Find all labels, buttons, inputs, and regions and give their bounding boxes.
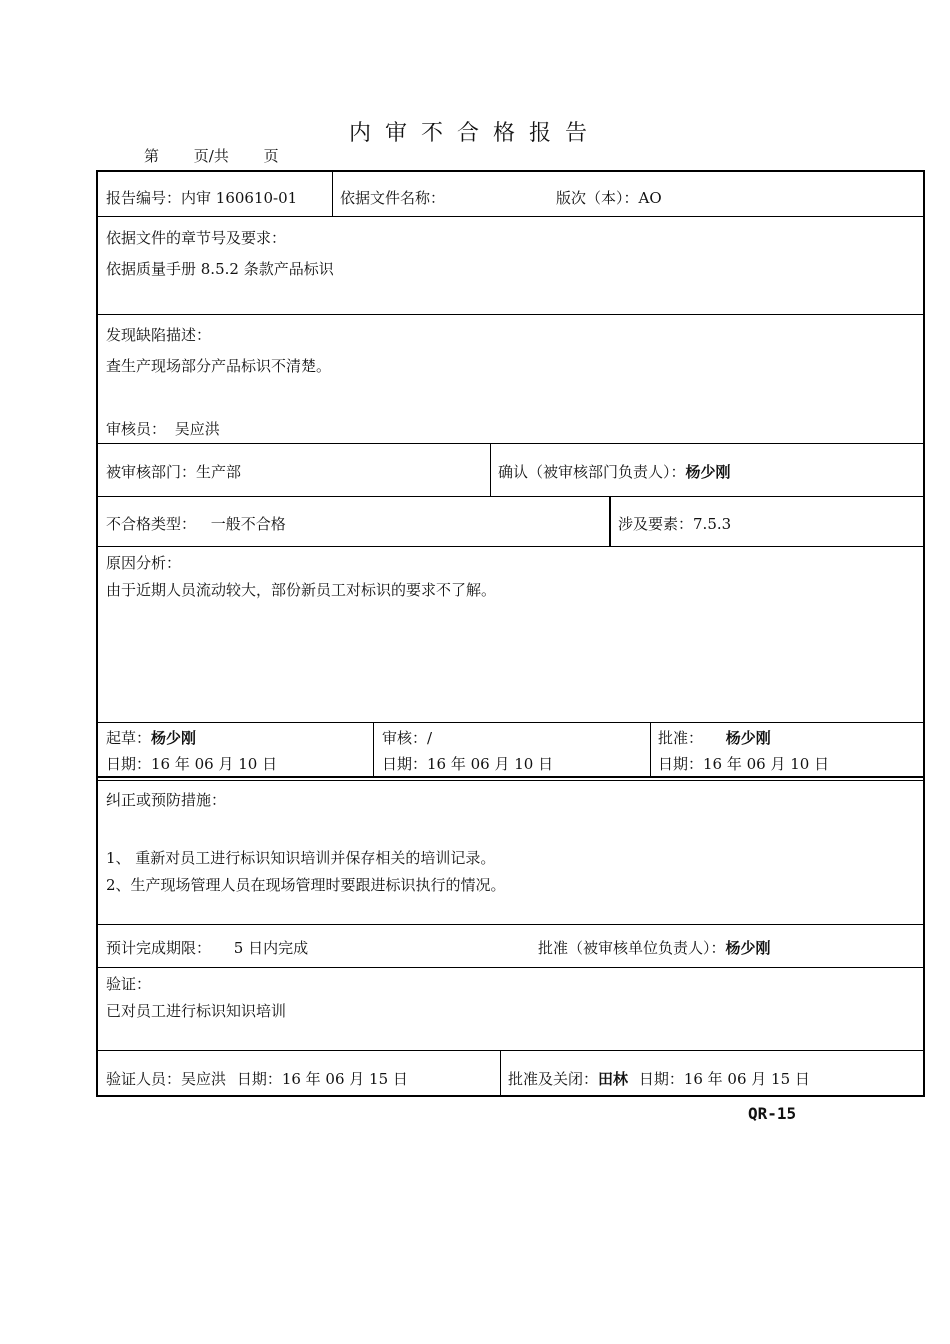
unit-approve-name: 杨少刚	[725, 939, 771, 957]
verify-text: 已对员工进行标识知识培训	[106, 1002, 287, 1020]
finding-label: 发现缺陷描述：	[106, 326, 212, 344]
element-label: 涉及要素：	[618, 515, 694, 533]
confirm-name: 杨少刚	[685, 463, 731, 481]
close-field	[508, 1069, 810, 1089]
verify-label: 验证：	[106, 975, 152, 993]
report-number-value: 160610-01	[215, 189, 298, 207]
divider	[98, 924, 923, 925]
version-label: 版次（本）：	[556, 189, 639, 207]
approve-date: 日期：16 年 06 月 10 日	[658, 755, 830, 773]
deadline-label: 预计完成期限：	[106, 939, 212, 957]
document-name-label: 依据文件名称：	[340, 189, 446, 207]
divider	[490, 443, 491, 496]
divider	[373, 722, 374, 776]
auditor-field	[106, 419, 220, 439]
review-label: 审核：/	[382, 729, 433, 747]
element-field	[618, 514, 731, 534]
measure-item-2: 2、生产现场管理人员在现场管理时要跟进标识执行的情况。	[106, 876, 506, 894]
approve-name: 杨少刚	[725, 729, 771, 747]
unit-approve-field	[538, 938, 771, 958]
nonconformity-type-field	[106, 514, 286, 534]
divider-double	[98, 776, 923, 778]
measures-label: 纠正或预防措施：	[106, 791, 227, 809]
report-number-field	[106, 188, 297, 208]
element-value: 7.5.3	[693, 515, 732, 533]
divider	[98, 496, 923, 497]
divider	[98, 546, 923, 547]
confirm-label: 确认（被审核部门负责人）：	[498, 463, 686, 481]
report-number-label: 报告编号：内审	[106, 189, 212, 207]
confirm-field	[498, 462, 731, 482]
cause-text: 由于近期人员流动较大，部份新员工对标识的要求不了解。	[106, 581, 497, 599]
nonconformity-type-value: 一般不合格	[210, 515, 286, 533]
version-field	[556, 188, 662, 208]
divider	[332, 172, 333, 216]
version-value: AO	[638, 189, 662, 207]
draft-date: 日期：16 年 06 月 10 日	[106, 755, 278, 773]
cause-label: 原因分析：	[106, 554, 182, 572]
deadline-field	[106, 938, 308, 958]
verifier-label: 验证人员：	[106, 1070, 182, 1088]
deadline-value: 5 日内完成	[233, 939, 309, 957]
form-code: QR-15	[748, 1104, 797, 1123]
divider-double	[98, 780, 923, 781]
divider	[609, 496, 611, 546]
draft-label: 起草：	[106, 729, 152, 747]
department-label: 被审核部门：	[106, 463, 197, 481]
approve-label: 批准：	[658, 729, 704, 747]
close-label: 批准及关闭：	[508, 1070, 599, 1088]
divider	[98, 1050, 923, 1051]
divider	[98, 216, 923, 217]
unit-approve-label: 批准（被审核单位负责人）：	[538, 939, 726, 957]
verifier-name: 吴应洪	[181, 1070, 227, 1088]
verifier-date: 日期：16 年 06 月 15 日	[236, 1070, 408, 1088]
report-title: 内审不合格报告	[348, 121, 601, 146]
close-name: 田林	[598, 1070, 629, 1088]
department-value: 生产部	[196, 463, 242, 481]
divider	[98, 443, 923, 444]
approve-field	[658, 728, 771, 748]
divider	[98, 314, 923, 315]
basis-label: 依据文件的章节号及要求：	[106, 229, 287, 247]
measure-item-1: 1、 重新对员工进行标识知识培训并保存相关的培训记录。	[106, 849, 496, 867]
finding-text: 查生产现场部分产品标识不清楚。	[106, 357, 332, 375]
draft-name: 杨少刚	[151, 729, 197, 747]
verifier-field	[106, 1069, 408, 1089]
divider	[98, 967, 923, 968]
draft-field	[106, 728, 196, 748]
divider	[500, 1050, 501, 1097]
review-date: 日期：16 年 06 月 10 日	[382, 755, 554, 773]
auditor-label: 审核员：	[106, 420, 167, 438]
auditor-name: 吴应洪	[174, 420, 220, 438]
department-field	[106, 462, 241, 482]
pages-label: 页	[263, 147, 279, 165]
divider	[650, 722, 651, 776]
page-info	[144, 145, 287, 166]
close-date: 日期：16 年 06 月 15 日	[638, 1070, 810, 1088]
page-of-label: 页/共	[193, 147, 229, 165]
report-form	[96, 170, 925, 1097]
divider	[98, 722, 923, 723]
basis-text: 依据质量手册 8.5.2 条款产品标识	[106, 260, 334, 278]
nonconformity-type-label: 不合格类型：	[106, 515, 197, 533]
page-label: 第	[144, 147, 160, 165]
